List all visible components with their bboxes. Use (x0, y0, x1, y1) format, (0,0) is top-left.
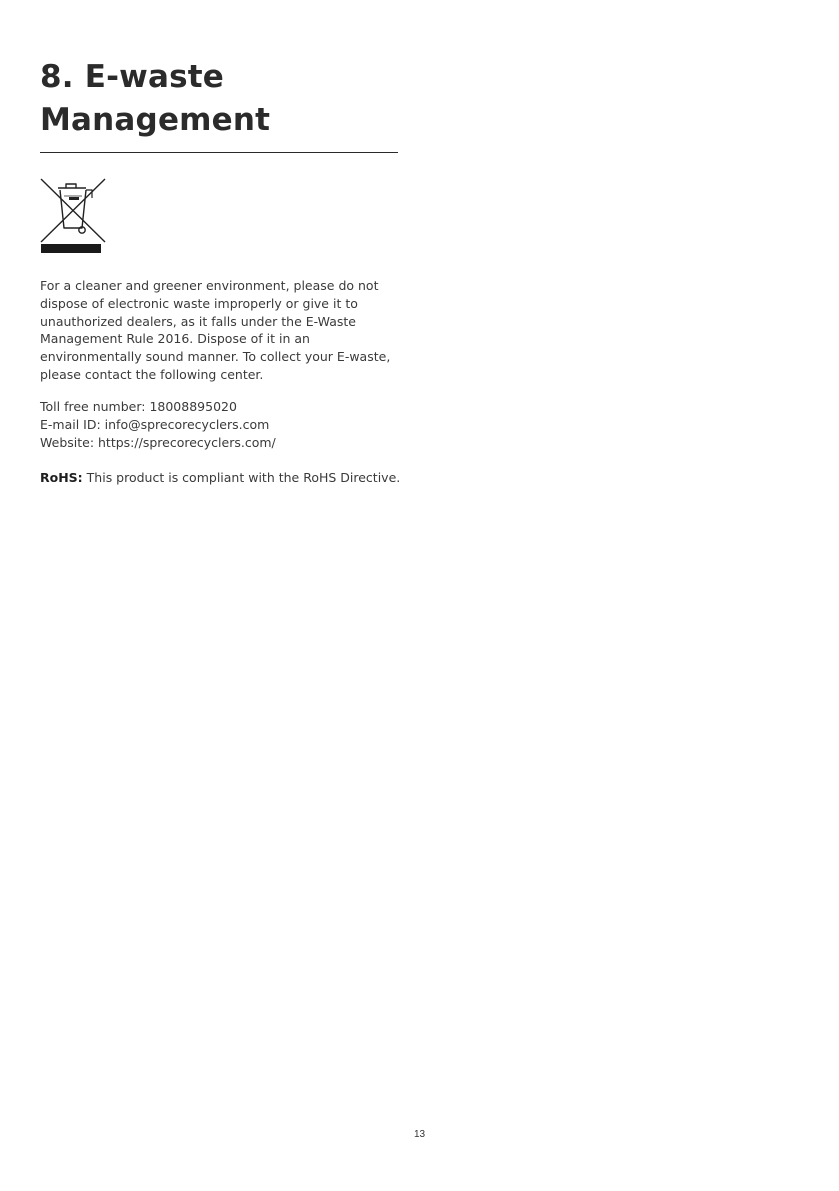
rohs-statement (40, 469, 410, 487)
website-address: Website: https://sprecorecyclers.com/ (40, 434, 276, 450)
section-title-line-2: Management (40, 102, 271, 138)
page-number: 13 (413, 1129, 426, 1140)
collection-center-contact (40, 398, 410, 451)
crossed-out-wheeled-bin-icon (38, 176, 108, 256)
rohs-label: RoHS: (40, 470, 83, 485)
section-title-line-1: 8. E-waste (40, 59, 225, 95)
rohs-text: This product is compliant with the RoHS Directive. (82, 470, 401, 485)
section-title (40, 56, 270, 142)
title-divider (40, 152, 398, 153)
e-waste-instructions: For a cleaner and greener environment, please do not dispose of electronic waste improperly or give it to unauthorized dealers, as it falls under the E-Waste Management Rule 2016. Dispose of it in an environmentally sound manner. To collect your E-waste, please contact the following center. (40, 278, 391, 382)
email-address: E-mail ID: info@sprecorecyclers.com (40, 416, 270, 432)
toll-free-number: Toll free number: 18008895020 (40, 399, 237, 414)
